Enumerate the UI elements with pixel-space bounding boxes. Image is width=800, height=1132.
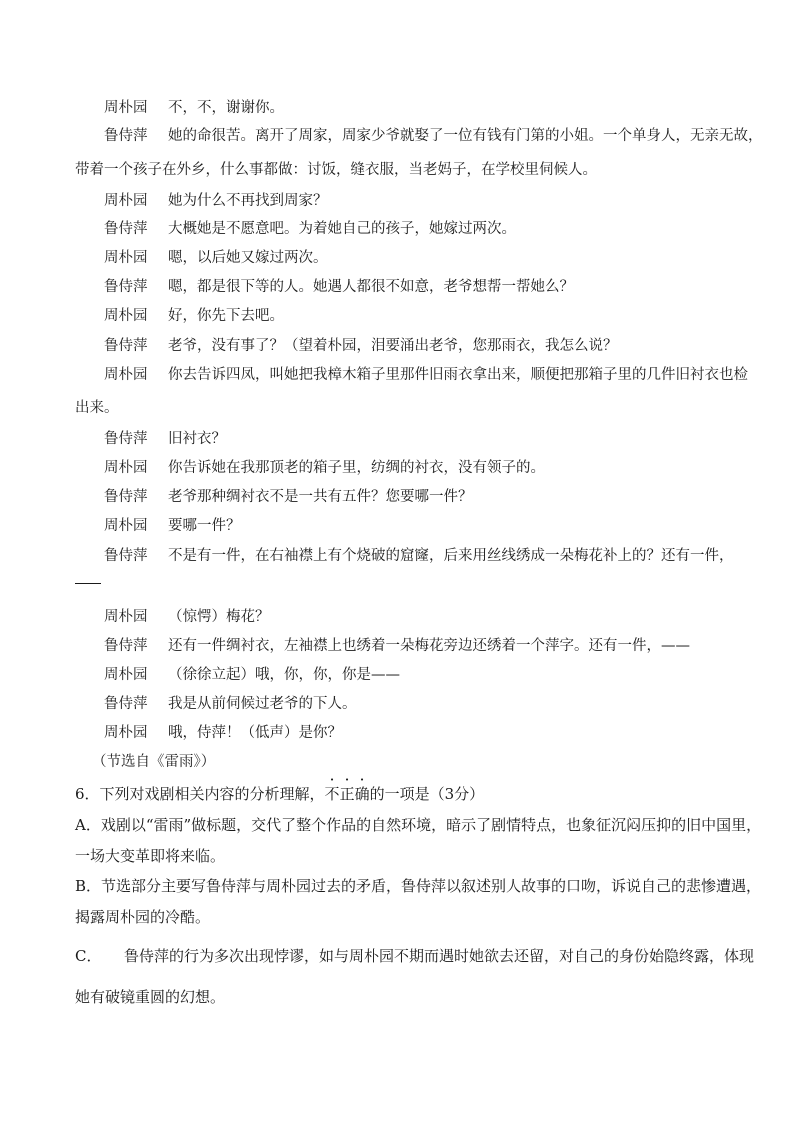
speaker: 周朴园 <box>104 250 148 266</box>
dialogue-line <box>104 366 748 384</box>
speech: 你告诉她在我那顶老的箱子里，纺绸的衬衣，没有领子的。 <box>168 460 545 476</box>
speech: 她为什么不再找到周家？ <box>168 193 328 209</box>
speaker: 鲁侍萍 <box>104 638 148 654</box>
dialogue-line <box>104 608 270 626</box>
speaker: 鲁侍萍 <box>104 548 148 564</box>
source-note: （节选自《雷雨》） <box>92 754 216 770</box>
speech: 嗯，以后她又嫁过两次。 <box>168 250 328 266</box>
speech: 大概她是不愿意吧。为着她自己的孩子，她嫁过两次。 <box>168 221 516 237</box>
dialogue-continuation: 带着一个孩子在外乡，什么事都做：讨饭，缝衣服，当老妈子，在学校里伺候人。 <box>75 162 597 178</box>
speaker: 周朴园 <box>104 193 148 209</box>
dialogue-line <box>104 220 516 238</box>
dialogue-line <box>104 430 226 448</box>
speech: 我是从前伺候过老爷的下人。 <box>168 696 357 712</box>
speech: （惊愕）梅花？ <box>168 609 270 625</box>
speaker: 鲁侍萍 <box>104 128 148 144</box>
speaker: 周朴园 <box>104 460 148 476</box>
speech: 好，你先下去吧。 <box>168 308 284 324</box>
dialogue-line <box>104 547 734 565</box>
speaker: 鲁侍萍 <box>104 338 148 354</box>
speaker: 周朴园 <box>104 308 148 324</box>
speech: （徐徐立起）哦，你，你，你是—— <box>168 667 400 683</box>
dialogue-line <box>104 724 342 742</box>
speech: 还有一件绸衬衣，左袖襟上也绣着一朵梅花旁边还绣着一个萍字。还有一件，—— <box>168 638 690 654</box>
emphasis-char: 确 <box>354 785 370 803</box>
speech: 旧衬衣？ <box>168 431 226 447</box>
option-c-line1: 鲁侍萍的行为多次出现悖谬，如与周朴园不期而遇时她欲去还留，对自己的身份始隐终露，体现 <box>124 947 755 965</box>
option-b-line1: B．节选部分主要写鲁侍萍与周朴园过去的矛盾，鲁侍萍以叙述别人故事的口吻，诉说自己的悲惨遭遇， <box>75 877 762 895</box>
dialogue-line <box>104 127 763 145</box>
option-a-line2: 一场大变革即将来临。 <box>75 847 226 865</box>
dialogue-line <box>104 666 400 684</box>
dialogue-line <box>104 517 241 535</box>
dialogue-line <box>104 249 328 267</box>
dialogue-line <box>104 637 690 655</box>
dialogue-line <box>104 192 328 210</box>
speaker: 鲁侍萍 <box>104 696 148 712</box>
speech: 老爷，没有事了？（望着朴园，泪要涌出老爷，您那雨衣，我怎么说？ <box>168 338 618 354</box>
option-a-line1: A．戏剧以“雷雨”做标题，交代了整个作品的自然环境，暗示了剧情特点，也象征沉闷压抑的旧中国里， <box>75 816 762 834</box>
dialogue-continuation: 出来。 <box>75 400 119 416</box>
speech: 老爷那种绸衬衣不是一共有五件？您要哪一件？ <box>168 489 473 505</box>
question-stem <box>75 785 484 803</box>
stem-text: 的一项是（3分） <box>369 785 485 803</box>
dialogue-line <box>104 99 284 117</box>
emphasis-char: 正 <box>339 785 355 803</box>
dialogue-line <box>104 488 473 506</box>
speaker: 周朴园 <box>104 667 148 683</box>
option-b-line2: 揭露周朴园的冷酷。 <box>75 908 211 926</box>
speaker: 鲁侍萍 <box>104 221 148 237</box>
speech: 不，不，谢谢你。 <box>168 100 284 116</box>
speech: 不是有一件，在右袖襟上有个烧破的窟窿，后来用丝线绣成一朵梅花补上的？还有一件， <box>168 548 734 564</box>
speaker: 周朴园 <box>104 367 148 383</box>
option-c-label: C． <box>75 947 102 965</box>
speech: 嗯，都是很下等的人。她遇人都很不如意，老爷想帮一帮她么？ <box>168 279 574 295</box>
dialogue-line <box>104 337 618 355</box>
speaker: 鲁侍萍 <box>104 279 148 295</box>
speech: 要哪一件？ <box>168 518 241 534</box>
option-c-line2: 她有破镜重圆的幻想。 <box>75 988 226 1006</box>
speech: 哦，侍萍！（低声）是你？ <box>168 725 342 741</box>
speech: 你去告诉四凤，叫她把我樟木箱子里那件旧雨衣拿出来，顺便把那箱子里的几件旧衬衣也检 <box>168 367 748 383</box>
speaker: 周朴园 <box>104 725 148 741</box>
dialogue-line <box>104 307 284 325</box>
speaker: 周朴园 <box>104 518 148 534</box>
stem-text: 6．下列对戏剧相关内容的分析理解， <box>75 785 325 803</box>
speaker: 鲁侍萍 <box>104 431 148 447</box>
speech: 她的命很苦。离开了周家，周家少爷就娶了一位有钱有门第的小姐。一个单身人，无亲无故， <box>168 128 763 144</box>
dialogue-line <box>104 459 545 477</box>
emphasis-char: 不 <box>324 785 340 803</box>
dialogue-line <box>104 695 357 713</box>
dialogue-line <box>104 278 574 296</box>
speaker: 周朴园 <box>104 609 148 625</box>
dash-continuation <box>75 583 101 584</box>
speaker: 鲁侍萍 <box>104 489 148 505</box>
speaker: 周朴园 <box>104 100 148 116</box>
